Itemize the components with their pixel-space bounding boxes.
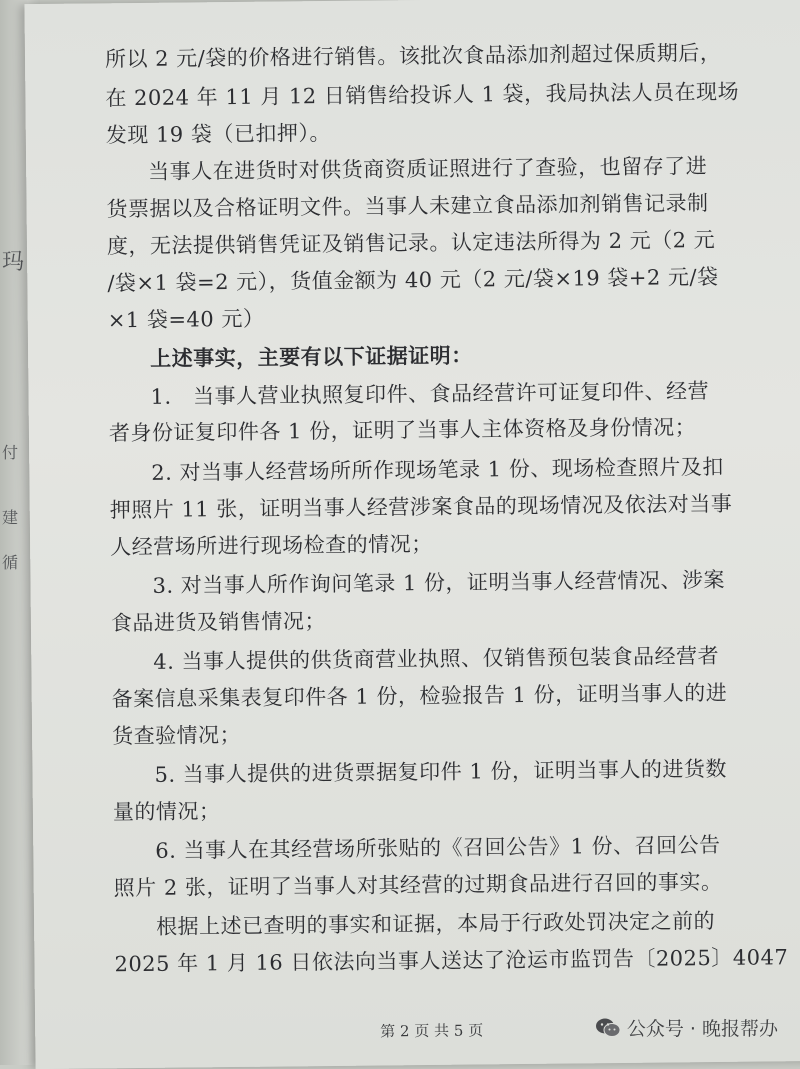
text-line: 2025 年 1 月 16 日依法向当事人送达了沧运市监罚告〔2025〕4047 (114, 945, 789, 977)
underlying-glyph: 付 (2, 443, 19, 462)
text-line: 所以 2 元/袋的价格进行销售。该批次食品添加剂超过保质期后， (104, 40, 722, 72)
text-line: 照片 2 张，证明了当事人对其经营的过期食品进行召回的事实。 (113, 869, 723, 901)
text-line: 度，无法提供销售凭证及销售记录。认定违法所得为 2 元（2 元 (106, 227, 716, 259)
text-line: 5. 当事人提供的进货票据复印件 1 份，证明当事人的进货数 (154, 756, 728, 787)
page-number-footer: 第 2 页 共 5 页 (380, 1021, 484, 1041)
text-line: 发现 19 袋（已扣押）。 (105, 120, 332, 148)
text-line: 押照片 11 张，证明当事人经营涉案食品的现场情况及依法对当事 (109, 491, 733, 523)
text-line: 食品进货及销售情况； (110, 609, 327, 636)
text-line: 货票据以及合格证明文件。当事人未建立食品添加剂销售记录制 (106, 191, 709, 222)
text-line: 2. 对当事人经营场所所作现场笔录 1 份、现场检查照片及扣 (151, 454, 724, 485)
wechat-icon (595, 1017, 621, 1039)
text-line: 者身份证复印件各 1 份，证明了当事人主体资格及身份情况； (108, 415, 697, 446)
section-heading: 上述事实，主要有以下证据证明： (150, 342, 473, 371)
text-line: 货查验情况； (111, 722, 242, 749)
text-line: 量的情况； (112, 799, 221, 825)
text-line: 在 2024 年 11 月 12 日销售给投诉人 1 袋，我局执法人员在现场 (105, 79, 740, 111)
underlying-glyph: 玛 (2, 250, 25, 275)
text-line: 3. 对当事人所作询问笔录 1 份，证明当事人经营情况、涉案 (152, 567, 726, 598)
text-line: 当事人在进货时对供货商资质证照进行了查验，也留存了进 (148, 154, 708, 184)
watermark-text: 公众号 · 晚报帮办 (626, 1018, 778, 1040)
text-line: 6. 当事人在其经营场所张贴的《召回公告》1 份、召回公告 (155, 832, 721, 863)
text-line: 4. 当事人提供的供货商营业执照、仅销售预包装食品经营者 (153, 643, 720, 674)
text-line: 备案信息采集表复印件各 1 份，检验报告 1 份，证明当事人的进 (111, 680, 728, 712)
text-line: /袋×1 袋=2 元），货值金额为 40 元（2 元/袋×19 袋+2 元/袋 (107, 264, 719, 296)
underlying-glyph: 建 (2, 508, 19, 527)
text-line: ×1 袋=40 元） (107, 306, 265, 333)
text-line: 人经营场所进行现场检查的情况； (110, 531, 433, 560)
text-line: 根据上述已查明的事实和证据，本局于行政处罚决定之前的 (155, 908, 716, 939)
document-page (24, 0, 800, 1069)
text-line: 1. 当事人营业执照复印件、食品经营许可证复印件、经营 (150, 379, 710, 409)
underlying-glyph: 循 (2, 553, 19, 572)
wechat-watermark (595, 1014, 778, 1041)
